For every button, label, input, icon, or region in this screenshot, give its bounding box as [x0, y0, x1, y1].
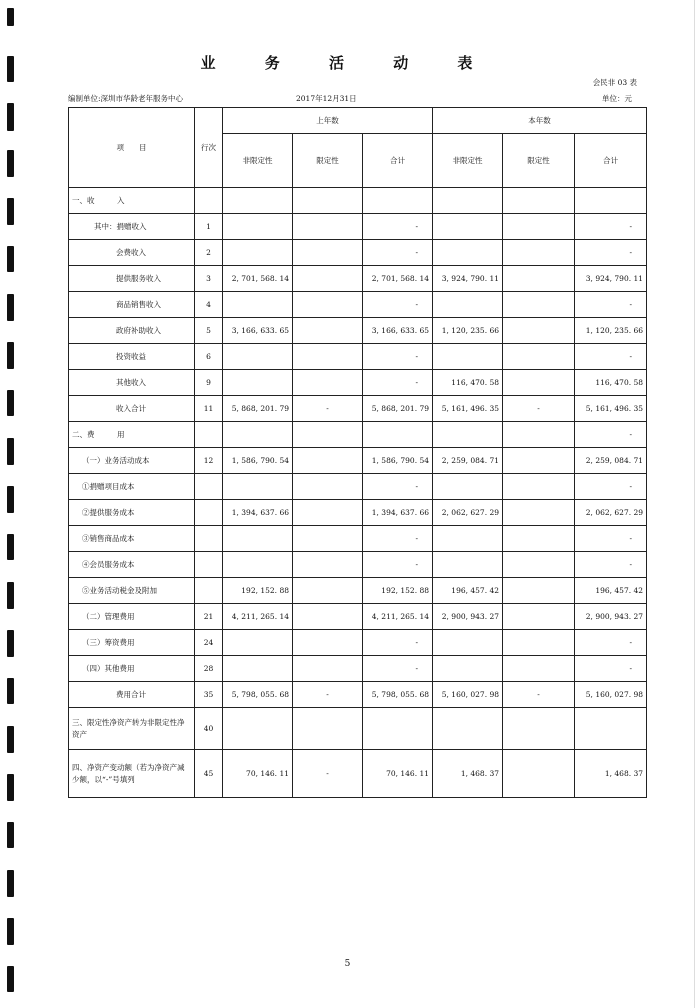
prev-unrestricted-cell: 1, 586, 790. 54: [223, 448, 293, 474]
curr-total-cell: 5, 160, 027. 98: [575, 682, 647, 708]
row-line-no: [195, 578, 223, 604]
curr-total-cell: 2, 259, 084. 71: [575, 448, 647, 474]
prev-total-cell: 192, 152. 88: [363, 578, 433, 604]
curr-total-cell: -: [575, 292, 647, 318]
prev-restricted-cell: [293, 240, 363, 266]
curr-total-cell: [575, 708, 647, 750]
row-line-no: 3: [195, 266, 223, 292]
curr-unrestricted-cell: [433, 188, 503, 214]
curr-restricted-cell: -: [503, 396, 575, 422]
row-line-no: 2: [195, 240, 223, 266]
row-line-no: [195, 188, 223, 214]
curr-unrestricted-cell: 2, 259, 084. 71: [433, 448, 503, 474]
curr-restricted-cell: [503, 318, 575, 344]
curr-unrestricted-cell: [433, 526, 503, 552]
curr-restricted-cell: [503, 448, 575, 474]
row-line-no: 28: [195, 656, 223, 682]
binding-mark: [7, 918, 14, 945]
prev-restricted-cell: [293, 552, 363, 578]
curr-total-cell: 116, 470. 58: [575, 370, 647, 396]
binding-mark: [7, 103, 14, 131]
curr-restricted-cell: [503, 474, 575, 500]
prev-total-cell: 4, 211, 265. 14: [363, 604, 433, 630]
curr-unrestricted-cell: 1, 120, 235. 66: [433, 318, 503, 344]
table-row: [69, 214, 647, 240]
curr-unrestricted-cell: 5, 160, 027. 98: [433, 682, 503, 708]
prev-unrestricted-cell: [223, 214, 293, 240]
prev-restricted-cell: [293, 578, 363, 604]
prev-restricted-cell: [293, 708, 363, 750]
curr-total-cell: 1, 120, 235. 66: [575, 318, 647, 344]
curr-total-cell: 196, 457. 42: [575, 578, 647, 604]
table-row: [69, 240, 647, 266]
table-row: [69, 396, 647, 422]
prev-total-cell: 2, 701, 568. 14: [363, 266, 433, 292]
binding-mark: [7, 486, 14, 513]
prev-restricted-cell: -: [293, 750, 363, 798]
header-line-no: 行次: [195, 108, 223, 188]
row-item: 收入合计: [69, 396, 195, 422]
row-item: 政府补助收入: [69, 318, 195, 344]
binding-mark: [7, 198, 14, 225]
prev-unrestricted-cell: 3, 166, 633. 65: [223, 318, 293, 344]
binding-mark: [7, 774, 14, 801]
row-item: 会费收入: [69, 240, 195, 266]
curr-restricted-cell: [503, 292, 575, 318]
table-row: [69, 500, 647, 526]
binding-mark: [7, 8, 14, 26]
prev-unrestricted-cell: [223, 370, 293, 396]
prev-total-cell: 1, 394, 637. 66: [363, 500, 433, 526]
header-prev-year: 上年数: [223, 108, 433, 134]
curr-restricted-cell: [503, 266, 575, 292]
prev-restricted-cell: [293, 656, 363, 682]
table-row: [69, 266, 647, 292]
header-curr-year: 本年数: [433, 108, 647, 134]
table-row: [69, 370, 647, 396]
row-item: 三、限定性净资产转为非限定性净资产: [69, 708, 195, 750]
prev-total-cell: -: [363, 552, 433, 578]
curr-unrestricted-cell: [433, 474, 503, 500]
prev-restricted-cell: [293, 422, 363, 448]
curr-unrestricted-cell: 1, 468. 37: [433, 750, 503, 798]
prev-total-cell: 5, 798, 055. 68: [363, 682, 433, 708]
curr-total-cell: -: [575, 344, 647, 370]
curr-restricted-cell: [503, 526, 575, 552]
row-line-no: 5: [195, 318, 223, 344]
activity-table: [68, 107, 647, 798]
prev-unrestricted-cell: [223, 292, 293, 318]
prev-restricted-cell: [293, 500, 363, 526]
curr-unrestricted-cell: [433, 552, 503, 578]
prev-restricted-cell: -: [293, 396, 363, 422]
table-row: [69, 682, 647, 708]
prev-unrestricted-cell: 2, 701, 568. 14: [223, 266, 293, 292]
prev-restricted-cell: -: [293, 682, 363, 708]
curr-unrestricted-cell: [433, 708, 503, 750]
row-item: 一、收 入: [69, 188, 195, 214]
form-number: 会民非 03 表: [592, 78, 637, 87]
prev-restricted-cell: [293, 448, 363, 474]
curr-total-cell: -: [575, 474, 647, 500]
curr-unrestricted-cell: 2, 062, 627. 29: [433, 500, 503, 526]
prev-restricted-cell: [293, 344, 363, 370]
prev-total-cell: -: [363, 370, 433, 396]
curr-total-cell: -: [575, 552, 647, 578]
table-row: [69, 750, 647, 798]
row-item: 二、费 用: [69, 422, 195, 448]
prev-total-cell: -: [363, 630, 433, 656]
prev-total-cell: -: [363, 240, 433, 266]
curr-restricted-cell: [503, 604, 575, 630]
table-row: [69, 422, 647, 448]
curr-restricted-cell: [503, 708, 575, 750]
prev-unrestricted-cell: 70, 146. 11: [223, 750, 293, 798]
prev-restricted-cell: [293, 214, 363, 240]
binding-mark: [7, 390, 14, 416]
table-row: [69, 344, 647, 370]
curr-restricted-cell: [503, 344, 575, 370]
binding-mark: [7, 966, 14, 992]
row-line-no: 12: [195, 448, 223, 474]
prev-unrestricted-cell: [223, 630, 293, 656]
row-item: 其中：捐赠收入: [69, 214, 195, 240]
row-item: 四、净资产变动额（若为净资产减少额，以“-”号填列: [69, 750, 195, 798]
curr-total-cell: 3, 924, 790. 11: [575, 266, 647, 292]
curr-restricted-cell: [503, 630, 575, 656]
prev-unrestricted-cell: 5, 798, 055. 68: [223, 682, 293, 708]
row-item: ③销售商品成本: [69, 526, 195, 552]
curr-total-cell: -: [575, 422, 647, 448]
curr-unrestricted-cell: [433, 214, 503, 240]
curr-unrestricted-cell: 2, 900, 943. 27: [433, 604, 503, 630]
curr-unrestricted-cell: [433, 656, 503, 682]
report-date: 2017年12月31日: [296, 94, 357, 103]
row-item: 其他收入: [69, 370, 195, 396]
curr-total-cell: [575, 188, 647, 214]
prev-restricted-cell: [293, 630, 363, 656]
curr-total-cell: 2, 900, 943. 27: [575, 604, 647, 630]
row-item: ⑤业务活动税金及附加: [69, 578, 195, 604]
curr-total-cell: 1, 468. 37: [575, 750, 647, 798]
table-row: [69, 656, 647, 682]
header-prev-total: 合计: [363, 134, 433, 188]
prev-total-cell: 5, 868, 201. 79: [363, 396, 433, 422]
curr-total-cell: -: [575, 656, 647, 682]
table-row: [69, 318, 647, 344]
curr-unrestricted-cell: [433, 422, 503, 448]
prev-total-cell: -: [363, 656, 433, 682]
curr-unrestricted-cell: [433, 292, 503, 318]
row-item: 商品销售收入: [69, 292, 195, 318]
page-title: 业 务 活 动 表: [200, 54, 495, 72]
header-item: 项 目: [69, 108, 195, 188]
prev-total-cell: 1, 586, 790. 54: [363, 448, 433, 474]
row-item: （三）筹资费用: [69, 630, 195, 656]
prev-unrestricted-cell: [223, 188, 293, 214]
curr-total-cell: -: [575, 526, 647, 552]
prev-restricted-cell: [293, 292, 363, 318]
prev-total-cell: -: [363, 474, 433, 500]
curr-unrestricted-cell: [433, 240, 503, 266]
row-line-no: 11: [195, 396, 223, 422]
reporting-unit: 编制单位:深圳市华龄老年服务中心: [68, 94, 184, 103]
table-row: [69, 578, 647, 604]
prev-total-cell: -: [363, 526, 433, 552]
prev-unrestricted-cell: [223, 344, 293, 370]
curr-restricted-cell: [503, 500, 575, 526]
curr-restricted-cell: [503, 552, 575, 578]
binding-mark: [7, 726, 14, 753]
curr-total-cell: -: [575, 240, 647, 266]
curr-restricted-cell: [503, 188, 575, 214]
prev-unrestricted-cell: [223, 552, 293, 578]
curr-restricted-cell: [503, 750, 575, 798]
curr-unrestricted-cell: [433, 630, 503, 656]
binding-mark: [7, 294, 14, 321]
table-row: [69, 526, 647, 552]
binding-mark: [7, 534, 14, 560]
table-row: [69, 604, 647, 630]
curr-restricted-cell: [503, 214, 575, 240]
row-line-no: 40: [195, 708, 223, 750]
prev-total-cell: -: [363, 292, 433, 318]
curr-total-cell: 2, 062, 627. 29: [575, 500, 647, 526]
binding-mark: [7, 438, 14, 465]
curr-restricted-cell: [503, 240, 575, 266]
table-row: [69, 188, 647, 214]
prev-restricted-cell: [293, 266, 363, 292]
currency-unit: 单位：元: [602, 94, 632, 103]
prev-unrestricted-cell: [223, 708, 293, 750]
row-line-no: 35: [195, 682, 223, 708]
curr-unrestricted-cell: 116, 470. 58: [433, 370, 503, 396]
header-prev-unrestricted: 非限定性: [223, 134, 293, 188]
header-prev-restricted: 限定性: [293, 134, 363, 188]
prev-restricted-cell: [293, 370, 363, 396]
row-item: 投资收益: [69, 344, 195, 370]
prev-restricted-cell: [293, 526, 363, 552]
row-item: （四）其他费用: [69, 656, 195, 682]
row-item: ①捐赠项目成本: [69, 474, 195, 500]
prev-total-cell: 3, 166, 633. 65: [363, 318, 433, 344]
row-line-no: [195, 474, 223, 500]
curr-total-cell: -: [575, 630, 647, 656]
prev-total-cell: [363, 422, 433, 448]
binding-mark: [7, 582, 14, 609]
row-line-no: 21: [195, 604, 223, 630]
table-row: [69, 708, 647, 750]
curr-restricted-cell: [503, 656, 575, 682]
curr-unrestricted-cell: 196, 457. 42: [433, 578, 503, 604]
prev-unrestricted-cell: [223, 422, 293, 448]
prev-total-cell: -: [363, 344, 433, 370]
page-number: 5: [344, 959, 351, 969]
table-row: [69, 292, 647, 318]
table-body: [69, 188, 647, 798]
row-line-no: 4: [195, 292, 223, 318]
prev-unrestricted-cell: [223, 474, 293, 500]
curr-total-cell: 5, 161, 496. 35: [575, 396, 647, 422]
row-item: （一）业务活动成本: [69, 448, 195, 474]
table-row: [69, 474, 647, 500]
row-line-no: [195, 422, 223, 448]
binding-mark: [7, 678, 14, 704]
prev-restricted-cell: [293, 604, 363, 630]
prev-total-cell: [363, 708, 433, 750]
table-row: [69, 448, 647, 474]
curr-restricted-cell: -: [503, 682, 575, 708]
row-line-no: 24: [195, 630, 223, 656]
row-item: 提供服务收入: [69, 266, 195, 292]
row-item: （二）管理费用: [69, 604, 195, 630]
row-item: ④会员服务成本: [69, 552, 195, 578]
prev-unrestricted-cell: [223, 240, 293, 266]
header-curr-unrestricted: 非限定性: [433, 134, 503, 188]
prev-unrestricted-cell: 192, 152. 88: [223, 578, 293, 604]
binding-mark: [7, 822, 14, 848]
curr-unrestricted-cell: [433, 344, 503, 370]
curr-total-cell: -: [575, 214, 647, 240]
table-row: [69, 552, 647, 578]
prev-unrestricted-cell: [223, 526, 293, 552]
row-line-no: [195, 552, 223, 578]
row-item: ②提供服务成本: [69, 500, 195, 526]
curr-restricted-cell: [503, 578, 575, 604]
prev-total-cell: [363, 188, 433, 214]
binding-mark: [7, 342, 14, 369]
curr-unrestricted-cell: 5, 161, 496. 35: [433, 396, 503, 422]
prev-unrestricted-cell: 5, 868, 201. 79: [223, 396, 293, 422]
table-row: [69, 630, 647, 656]
header-curr-total: 合计: [575, 134, 647, 188]
row-line-no: 1: [195, 214, 223, 240]
binding-mark: [7, 870, 14, 897]
curr-restricted-cell: [503, 370, 575, 396]
prev-restricted-cell: [293, 474, 363, 500]
curr-restricted-cell: [503, 422, 575, 448]
prev-restricted-cell: [293, 318, 363, 344]
row-line-no: 9: [195, 370, 223, 396]
row-line-no: 6: [195, 344, 223, 370]
row-line-no: [195, 500, 223, 526]
row-item: 费用合计: [69, 682, 195, 708]
prev-total-cell: 70, 146. 11: [363, 750, 433, 798]
binding-mark: [7, 246, 14, 272]
prev-restricted-cell: [293, 188, 363, 214]
prev-unrestricted-cell: [223, 656, 293, 682]
prev-unrestricted-cell: 1, 394, 637. 66: [223, 500, 293, 526]
header-curr-restricted: 限定性: [503, 134, 575, 188]
row-line-no: [195, 526, 223, 552]
binding-mark: [7, 150, 14, 177]
prev-total-cell: -: [363, 214, 433, 240]
prev-unrestricted-cell: 4, 211, 265. 14: [223, 604, 293, 630]
binding-mark: [7, 630, 14, 657]
curr-unrestricted-cell: 3, 924, 790. 11: [433, 266, 503, 292]
row-line-no: 45: [195, 750, 223, 798]
